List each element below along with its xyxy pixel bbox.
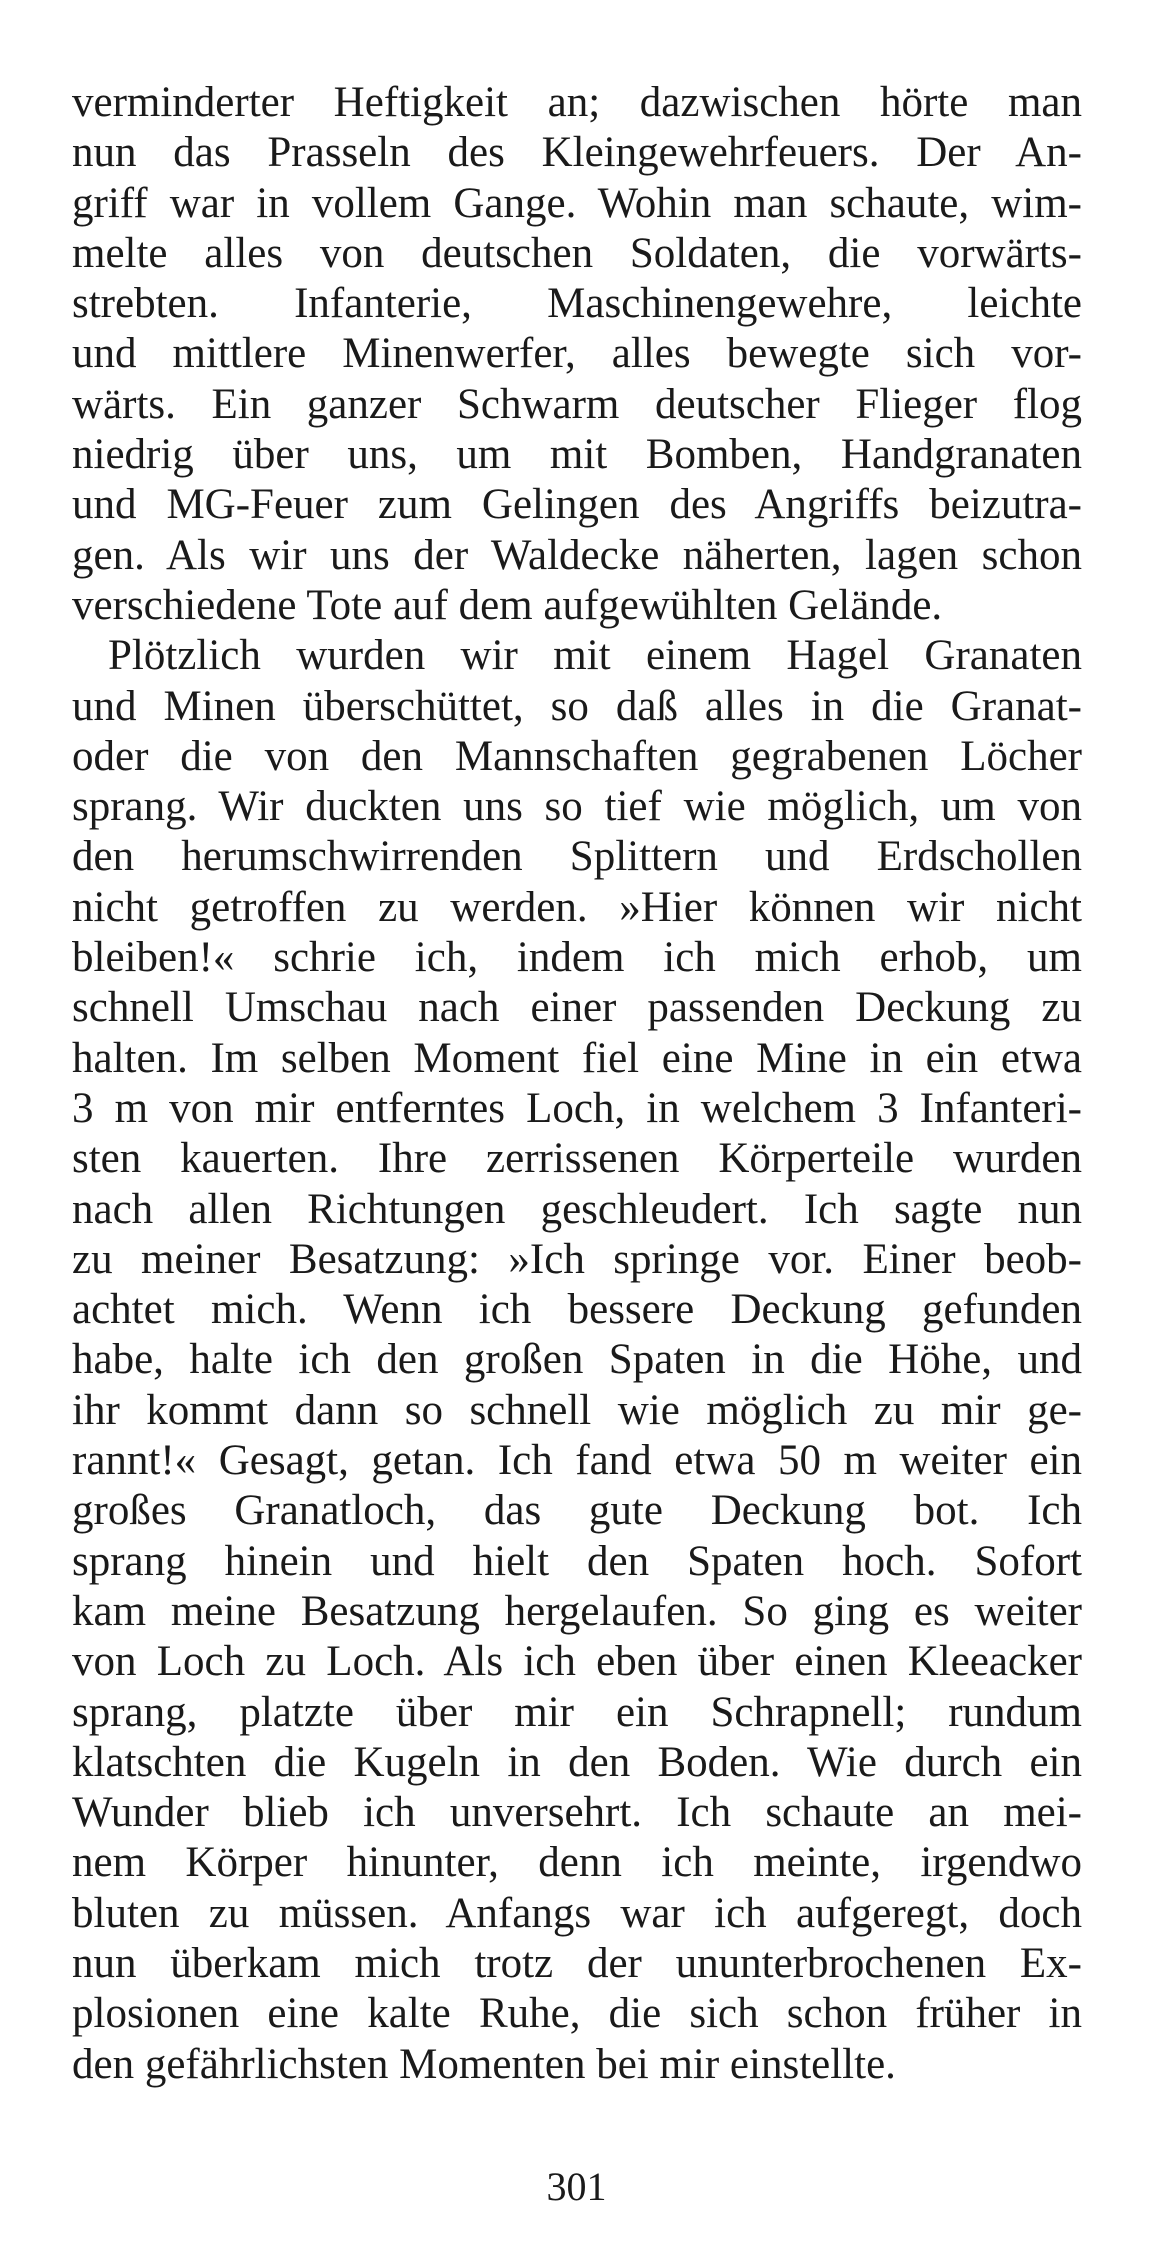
text-line: oder die von den Mannschaften gegrabenen Löcher xyxy=(72,732,1082,780)
text-line: ihr kommt dann so schnell wie möglich zu mir ge- xyxy=(72,1386,1082,1434)
text-line: niedrig über uns, um mit Bomben, Handgranaten xyxy=(72,431,1082,479)
text-line: verschiedene Tote auf dem aufgewühlten Gelände. xyxy=(72,581,943,629)
text-line: halten. Im selben Moment fiel eine Mine in ein etwa xyxy=(72,1034,1082,1082)
text-line: sten kauerten. Ihre zerrissenen Körperteile wurden xyxy=(72,1135,1082,1183)
text-line: und Minen überschüttet, so daß alles in die Granat- xyxy=(72,682,1082,730)
text-line: klatschten die Kugeln in den Boden. Wie durch ein xyxy=(72,1738,1082,1786)
text-line: und mittlere Minenwerfer, alles bewegte sich vor- xyxy=(72,330,1082,378)
text-line: zu meiner Besatzung: »Ich springe vor. Einer beob- xyxy=(72,1235,1082,1283)
text-line: und MG-Feuer zum Gelingen des Angriffs beizutra- xyxy=(72,481,1082,529)
text-line: 3 m von mir entferntes Loch, in welchem 3 Infanteri- xyxy=(72,1084,1082,1132)
text-line: bleiben!« schrie ich, indem ich mich erhob, um xyxy=(72,934,1082,982)
body-text xyxy=(72,78,1082,2090)
text-line: plosionen eine kalte Ruhe, die sich schon früher in xyxy=(72,1990,1082,2038)
page-number: 301 xyxy=(546,2164,607,2209)
text-line: von Loch zu Loch. Als ich eben über einen Kleeacker xyxy=(72,1638,1082,1686)
text-line: verminderter Heftigkeit an; dazwischen hörte man xyxy=(72,79,1082,126)
text-line: nicht getroffen zu werden. »Hier können wir nicht xyxy=(72,883,1082,931)
text-line: Plötzlich wurden wir mit einem Hagel Granaten xyxy=(108,632,1082,680)
text-line: nun überkam mich trotz der ununterbrochenen Ex- xyxy=(72,1939,1082,1987)
text-line: nem Körper hinunter, denn ich meinte, irgendwo xyxy=(72,1839,1082,1887)
text-line: Wunder blieb ich unversehrt. Ich schaute an mei- xyxy=(72,1789,1082,1837)
text-line: wärts. Ein ganzer Schwarm deutscher Flieger flog xyxy=(72,380,1082,428)
text-line: den gefährlichsten Momenten bei mir einstellte. xyxy=(72,2040,896,2088)
text-line: sprang, platzte über mir ein Schrapnell; rundum xyxy=(72,1688,1082,1736)
paragraph xyxy=(72,78,1082,631)
text-line: griff war in vollem Gange. Wohin man schaute, wim- xyxy=(72,179,1082,227)
text-line: nun das Prasseln des Kleingewehrfeuers. Der An- xyxy=(72,129,1082,177)
text-line: rannt!« Gesagt, getan. Ich fand etwa 50 m weiter ein xyxy=(72,1437,1082,1485)
text-line: bluten zu müssen. Anfangs war ich aufgeregt, doch xyxy=(72,1889,1082,1937)
paragraph xyxy=(72,631,1082,2090)
text-line: sprang hinein und hielt den Spaten hoch. Sofort xyxy=(72,1537,1082,1585)
text-line: den herumschwirrenden Splittern und Erdschollen xyxy=(72,833,1082,881)
text-line: kam meine Besatzung hergelaufen. So ging es weiter xyxy=(72,1587,1082,1635)
text-line: strebten. Infanterie, Maschinengewehre, leichte xyxy=(72,280,1082,328)
text-line: achtet mich. Wenn ich bessere Deckung gefunden xyxy=(72,1286,1082,1334)
text-line: habe, halte ich den großen Spaten in die Höhe, und xyxy=(72,1336,1082,1384)
text-line: sprang. Wir duckten uns so tief wie möglich, um von xyxy=(72,783,1082,831)
text-line: großes Granatloch, das gute Deckung bot. Ich xyxy=(72,1487,1082,1535)
text-line: nach allen Richtungen geschleudert. Ich sagte nun xyxy=(72,1185,1082,1233)
text-line: gen. Als wir uns der Waldecke näherten, lagen schon xyxy=(72,531,1082,579)
text-line: schnell Umschau nach einer passenden Deckung zu xyxy=(72,984,1082,1032)
text-line: melte alles von deutschen Soldaten, die vorwärts- xyxy=(72,229,1082,277)
